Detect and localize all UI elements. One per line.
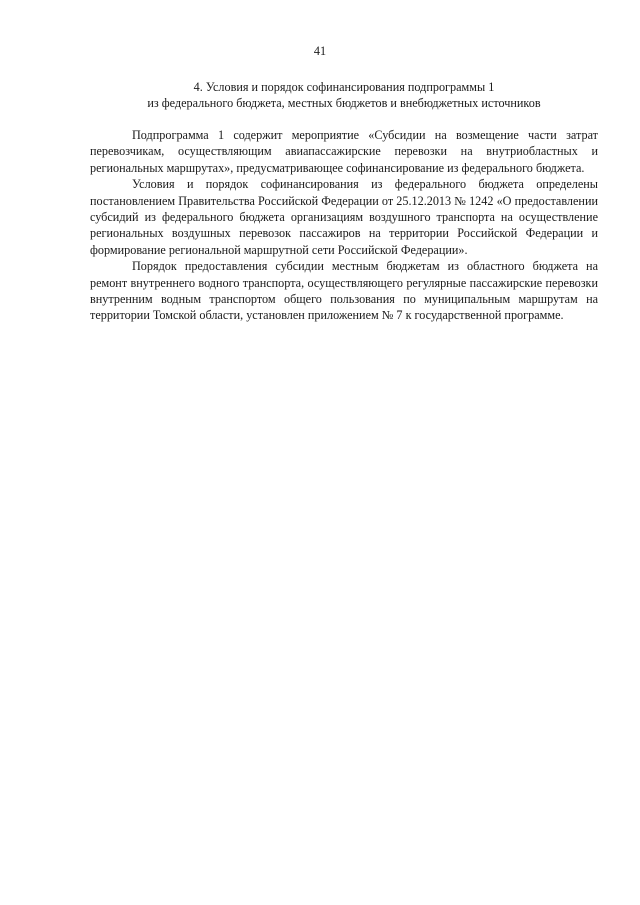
section-heading	[90, 79, 598, 112]
paragraph-federal-cofinancing: Условия и порядок софинансирования из федерального бюджета определены постановлением Правительства Российской Федерации от 25.12.2013 № 1242 «О предоставлении субсидий из федерального бюджета организациям воздушного транспорта на осуществление региональных воздушных перевозок пассажиров на территории Российской Федерации и формирование региональной маршрутной сети Российской Федерации».	[90, 177, 598, 257]
section-heading-line-1: 4. Условия и порядок софинансирования подпрограммы 1	[193, 80, 495, 94]
section-heading-line-2: из федерального бюджета, местных бюджетов и внебюджетных источников	[147, 96, 541, 111]
page-number: 41	[313, 44, 327, 58]
body-text	[90, 127, 598, 324]
paragraph-subprogram-measure: Подпрограмма 1 содержит мероприятие «Субсидии на возмещение части затрат перевозчикам, осуществляющим авиапассажирские перевозки на внутриобластных и региональных маршрутах», предусматривающее софинансирование из федерального бюджета.	[90, 128, 598, 175]
paragraph-local-budget-subsidy: Порядок предоставления субсидии местным бюджетам из областного бюджета на ремонт внутреннего водного транспорта, осуществляющего регулярные пассажирские перевозки внутренним водным транспортом общего пользования по муниципальным маршрутам на территории Томской области, установлен приложением № 7 к государственной программе.	[90, 259, 598, 323]
